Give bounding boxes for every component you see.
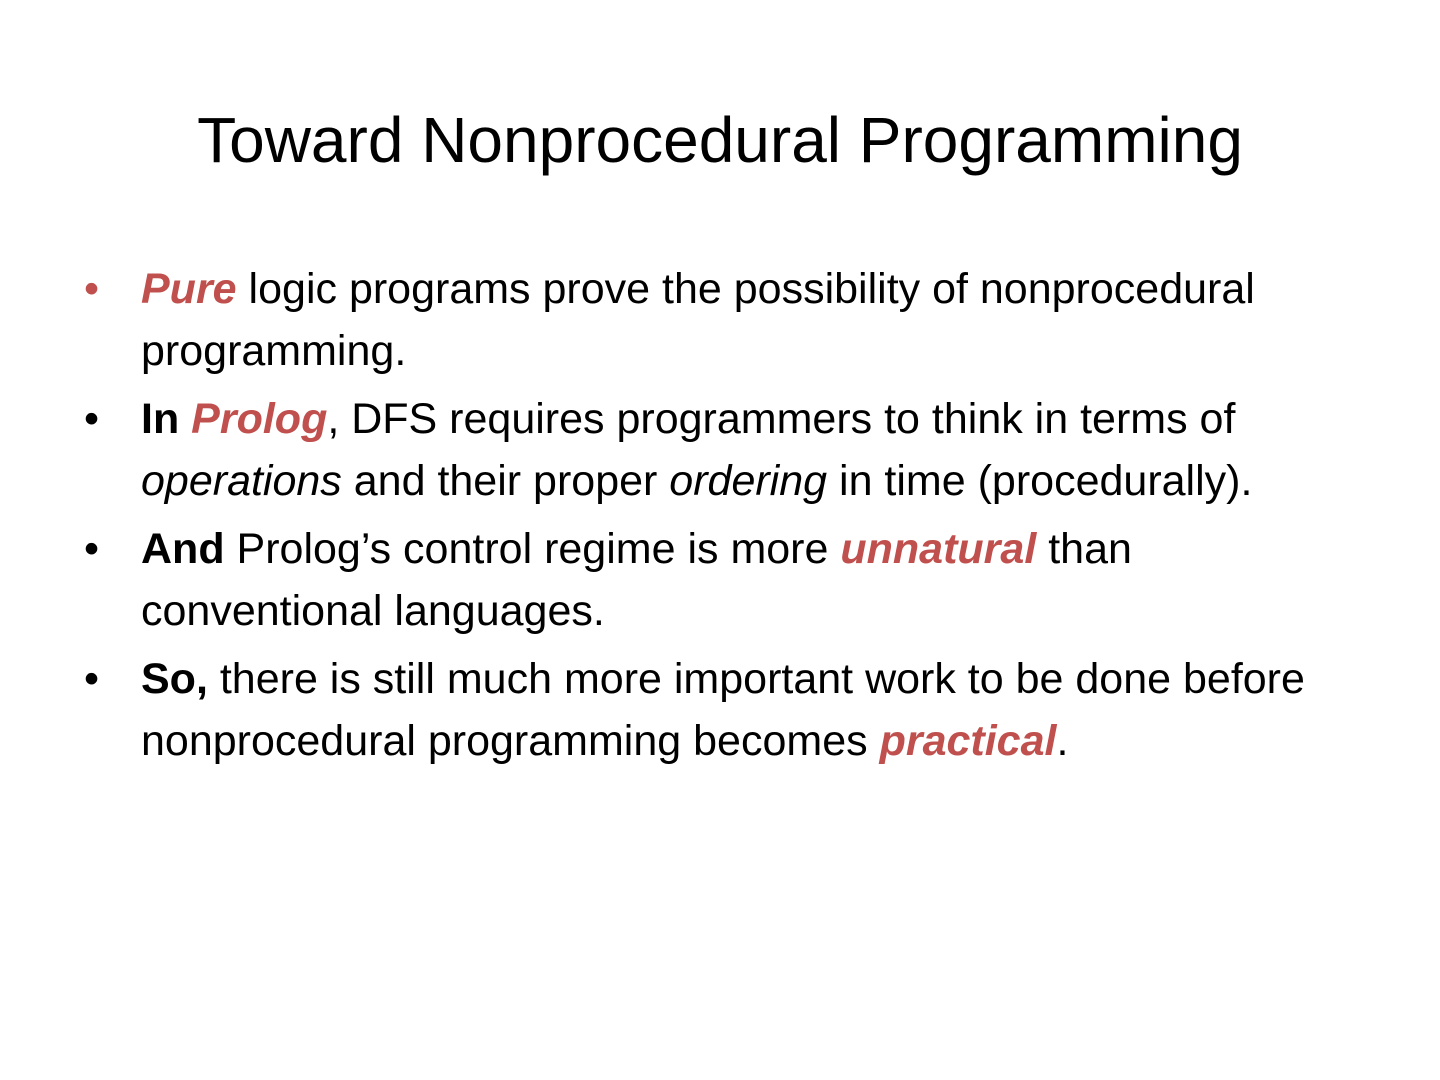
bullet-text-run: Prolog	[191, 395, 328, 443]
bullet-text-run: .	[1056, 717, 1069, 765]
bullet-list	[84, 258, 1374, 778]
bullet-item	[84, 518, 1374, 642]
bullet-text	[141, 655, 1305, 765]
bullet-marker: •	[84, 655, 100, 703]
bullet-text-run: And	[141, 525, 225, 573]
bullet-text-run: , DFS requires programmers to think in terms of	[327, 395, 1236, 443]
bullet-text-run: unnatural	[840, 525, 1037, 573]
bullet-marker: •	[84, 265, 100, 313]
bullet-text-run: So,	[141, 655, 208, 703]
bullet-text-run: practical	[879, 717, 1057, 765]
bullet-item	[84, 388, 1374, 512]
bullet-text-run: than conventional languages.	[141, 525, 1132, 635]
bullet-marker: •	[84, 395, 100, 443]
bullet-text	[141, 525, 1132, 635]
bullet-item	[84, 648, 1374, 772]
bullet-text-run: Prolog’s control regime is more	[224, 525, 841, 573]
bullet-text	[141, 395, 1252, 505]
bullet-text-run: logic programs prove the possibility of nonprocedural programming.	[141, 265, 1255, 375]
bullet-marker: •	[84, 525, 100, 573]
bullet-text-run: in time (procedurally).	[827, 457, 1253, 505]
bullet-text-run: In	[141, 395, 192, 443]
bullet-item	[84, 258, 1374, 382]
bullet-text-run: there is still much more important work to be done before nonprocedural programming becomes	[141, 655, 1305, 765]
slide-title: Toward Nonprocedural Programming	[197, 104, 1243, 176]
bullet-text-run: operations	[141, 457, 342, 505]
bullet-text-run: Pure	[141, 265, 237, 313]
bullet-text	[141, 265, 1255, 375]
bullet-text-run: and their proper	[341, 457, 670, 505]
bullet-text-run: ordering	[669, 457, 828, 505]
